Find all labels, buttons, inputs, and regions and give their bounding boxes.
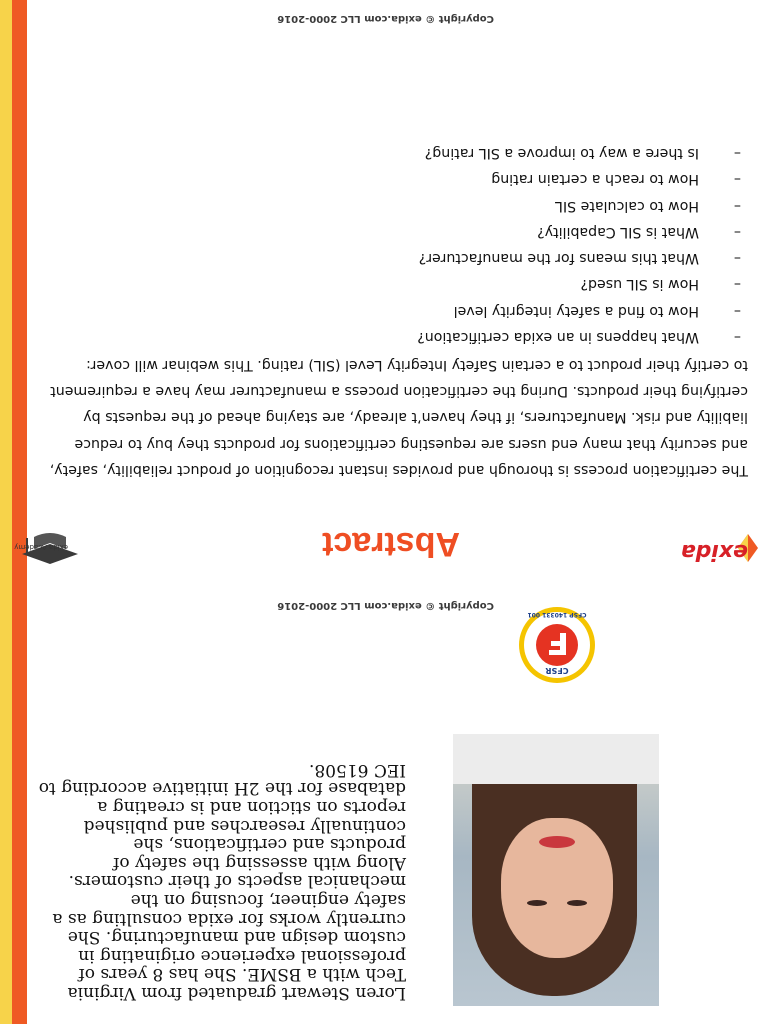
- photo-eye-left: [567, 900, 587, 906]
- list-item: [49, 271, 741, 297]
- list-item-text: What is SIL Capability?: [537, 223, 699, 240]
- list-dash: –: [733, 250, 741, 267]
- list-item: [49, 140, 741, 166]
- list-item-text: How to find a safety integrity level: [453, 302, 699, 319]
- photo-lips: [539, 836, 575, 848]
- list-item-text: Is there a way to improve a SIL rating?: [424, 144, 699, 161]
- academy-logo-text: exida Academy: [14, 543, 68, 551]
- speaker-bio: Loren Stewart graduated from Virginia Tech with a BSME. She has 8 years of professional experience originating in custom design and manufacturing. She currently works for exida consulting as a safety engineer, focusing on the mechanical aspects of their customers. Along with assessing the safety of products and certifications, she continually researches and published reports on stiction and is creating a database for the 2H initiative according to IEC 61508.: [38, 759, 406, 1003]
- badge-top-text: CFSR: [545, 666, 569, 675]
- photo-eye-right: [527, 900, 547, 906]
- list-item: [49, 166, 741, 192]
- list-item-text: What happens in an exida certification?: [417, 329, 699, 345]
- list-dash: –: [733, 171, 741, 188]
- webinar-topics-list: [49, 140, 741, 350]
- list-item: [49, 245, 741, 271]
- list-item-text: How to reach a certain rating: [491, 171, 699, 188]
- edge-stripe-yellow: [0, 0, 12, 1024]
- copyright-bio: Copyright © exida.com LLC 2000-2016: [277, 600, 494, 611]
- list-dash: –: [733, 223, 741, 240]
- list-item-text: How to calculate SIL: [555, 197, 699, 214]
- list-item-text: How is SIL used?: [580, 276, 699, 293]
- abstract-paragraph: The certification process is thorough and provides instant recognition of product reliability, safety, and security that many end users are requesting certifications for products they buy to reduce liability and risk. Manufacturers, if they haven’t already, are staying ahead of the requests by certifying their products. During the certification process a manufacturer may have a requirement to certify their product to a certain Safety Integrity Level (SIL) rating. This webinar will cover:: [49, 356, 748, 478]
- photo-shirt: [453, 734, 659, 784]
- list-dash: –: [733, 302, 741, 319]
- list-item: [49, 192, 741, 218]
- list-item: [49, 219, 741, 245]
- badge-bottom-text: CFSP 140331 001: [527, 611, 587, 618]
- list-dash: –: [733, 276, 741, 293]
- list-item: [49, 324, 741, 350]
- abstract-heading: Abstract: [322, 525, 460, 563]
- copyright-abstract: Copyright © exida.com LLC 2000-2016: [277, 13, 494, 24]
- list-dash: –: [733, 144, 741, 161]
- list-dash: –: [733, 197, 741, 214]
- cfsr-badge-icon: [518, 606, 596, 684]
- list-dash: –: [733, 329, 741, 345]
- list-item-text: What this means for the manufacturer?: [418, 250, 699, 267]
- exida-logo-text: exida: [680, 539, 748, 564]
- speaker-photo: [453, 734, 659, 1006]
- edge-stripe-orange: [12, 0, 27, 1024]
- list-item: [49, 297, 741, 323]
